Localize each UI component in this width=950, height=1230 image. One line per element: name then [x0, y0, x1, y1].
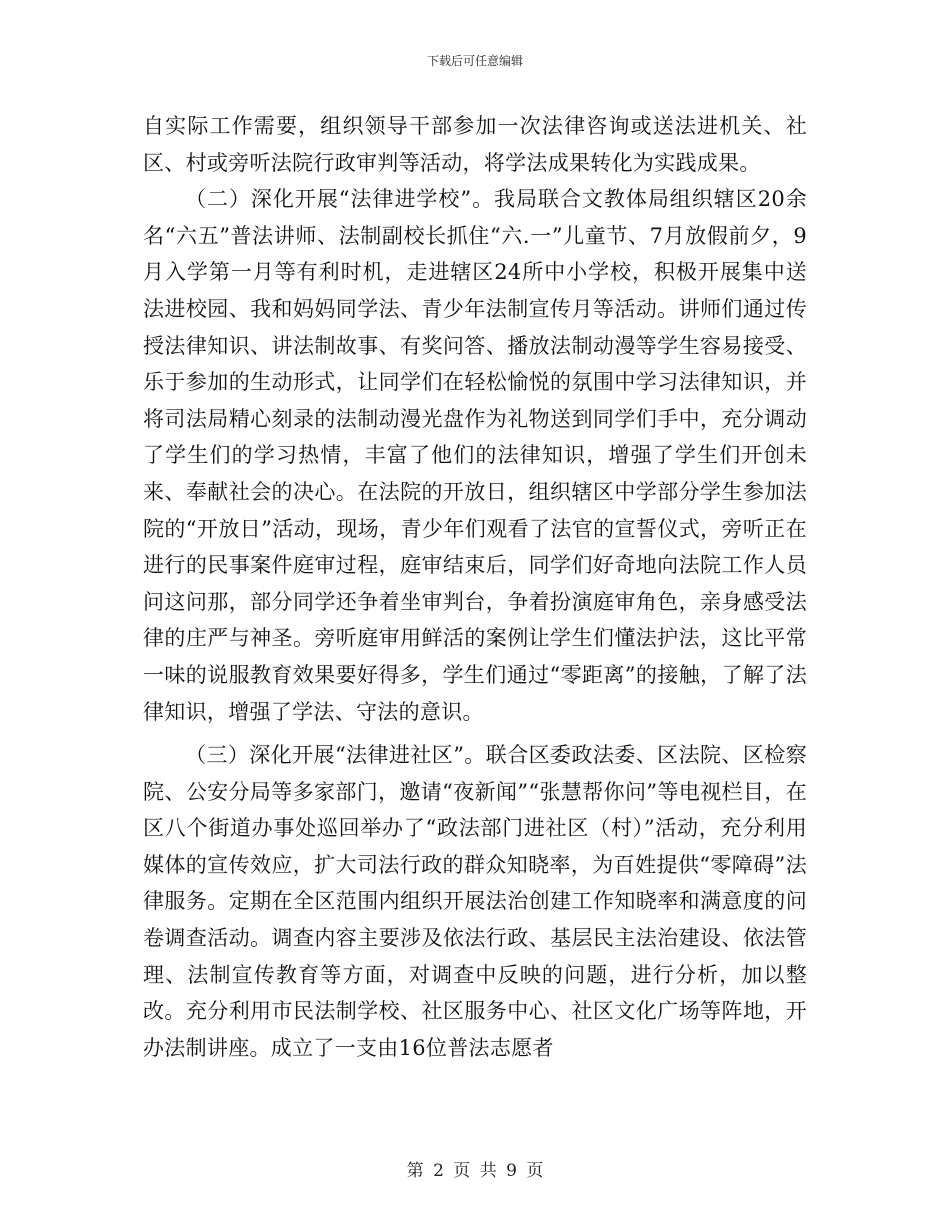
paragraph-law-into-communities: （三）深化开展“法律进社区”。联合区委政法委、区法院、区检察院、公安分局等多家部门，邀请“夜新闻”“张慧帮你问”等电视栏目，在区八个街道办事处巡回举办了“政法部门进社区（村）”活动，充分利用媒体的宣传效应，扩大司法行政的群众知晓率，为百姓提供“零障碍”法律服务。定期在全区范围内组织开展法治创建工作知晓率和满意度的问卷调查活动。调查内容主要涉及依法行政、基层民主法治建设、依法管理、法制宣传教育等方面，对调查中反映的问题，进行分析，加以整改。充分利用市民法制学校、社区服务中心、社区文化广场等阵地，开办法制讲座。成立了一支由16位普法志愿者 — [143, 743, 807, 1060]
page-header: 下载后可任意编辑 — [426, 54, 523, 68]
paragraph-law-into-schools: （二）深化开展“法律进学校”。我局联合文教体局组织辖区20余名“六五”普法讲师、法制副校长抓住“六.一”儿童节、7月放假前夕，9月入学第一月等有利时机，走进辖区24所中小学校，积极开展集中送法进校园、我和妈妈同学法、青少年法制宣传月等活动。讲师们通过传授法律知识、讲法制故事、有奖问答、播放法制动漫等学生容易接受、乐于参加的生动形式，让同学们在轻松愉悦的氛围中学习法律知识，并将司法局精心刻录的法制动漫光盘作为礼物送到同学们手中，充分调动了学生们的学习热情，丰富了他们的法律知识，增强了学生们开创未来、奉献社会的决心。在法院的开放日，组织辖区中学部分学生参加法院的“开放日”活动，现场，青少年们观看了法官的宣誓仪式，旁听正在进行的民事案件庭审过程，庭审结束后，同学们好奇地向法院工作人员问这问那，部分同学还争着坐审判台，争着扮演庭审角色，亲身感受法律的庄严与神圣。旁听庭审用鲜活的案例让学生们懂法护法，这比平常一味的说服教育效果要好得多，学生们通过“零距离”的接触，了解了法律知识，增强了学法、守法的意识。 — [143, 187, 807, 724]
document-body — [143, 108, 807, 1066]
page-number-footer: 第 2 页 共 9 页 — [406, 1161, 544, 1181]
paragraph-continuation: 自实际工作需要，组织领导干部参加一次法律咨询或送法进机关、社区、村或旁听法院行政审判等活动，将学法成果转化为实践成果。 — [143, 114, 807, 175]
